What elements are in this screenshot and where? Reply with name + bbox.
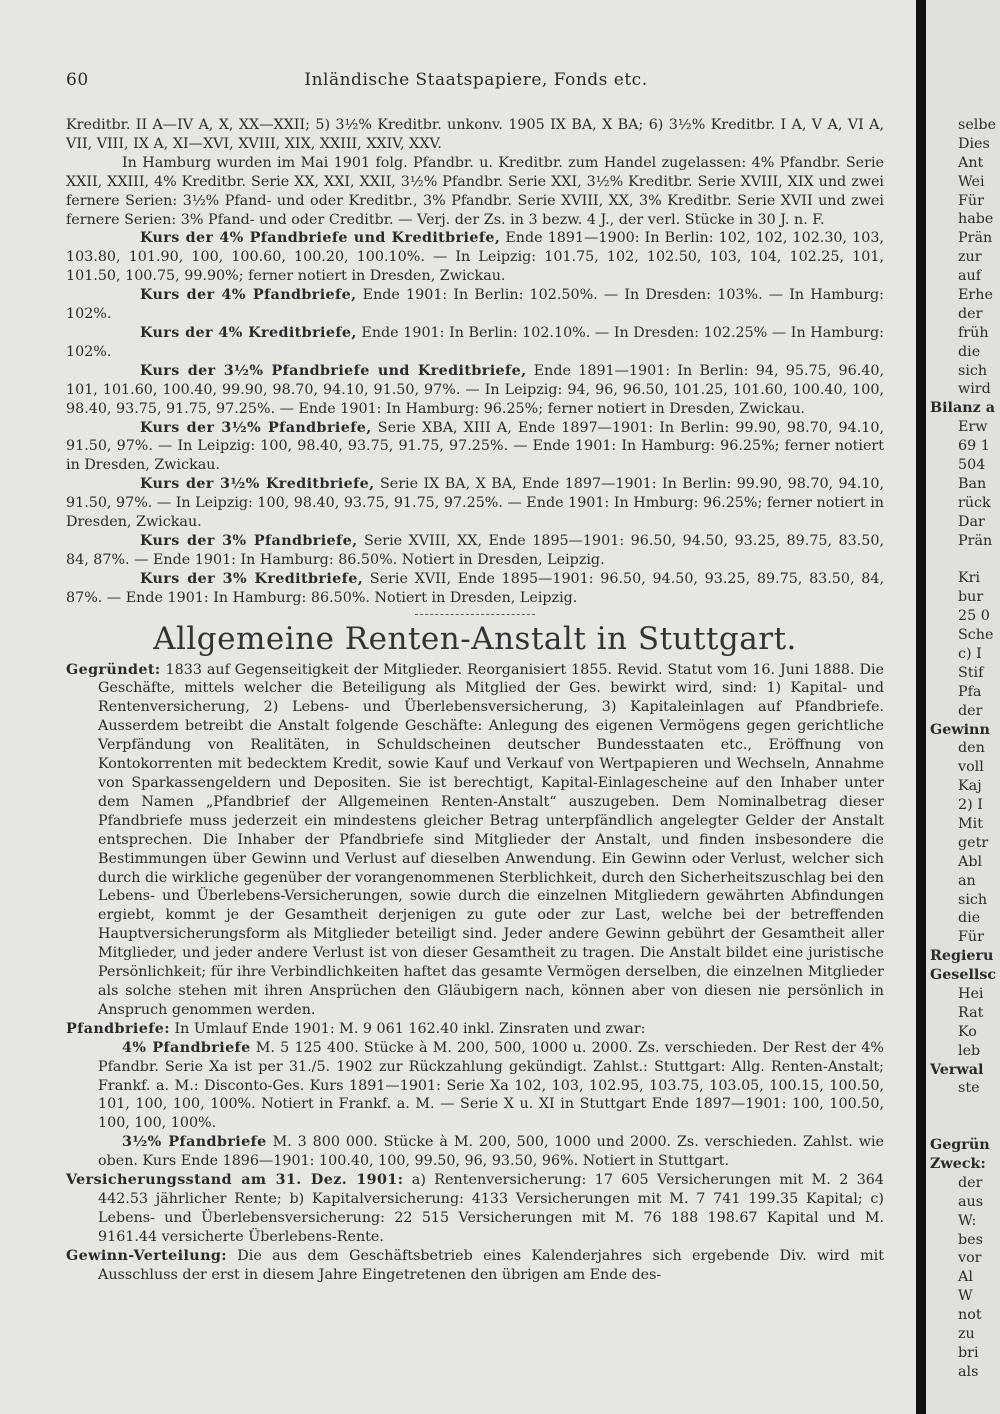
kurs-text: Ende 1901: In Berlin: 102.10%. — In Dresden: 102.25% — In Hamburg: 102%. [66,324,884,360]
right-page-line: Regieru [930,948,994,965]
right-page-line: Hei [958,985,984,1002]
kurs-entry [66,532,884,570]
kurs-label: Kurs der 3½% Pfandbriefe, [140,419,372,436]
right-page-line: wird [958,381,991,398]
right-page-line: not [958,1307,982,1324]
kurs-text: Serie IX BA, X BA, Ende 1897—1901: In Berlin: 99.90, 98.70, 94.10, 91.50, 97%. — In Leipzig: 100, 98.40, 93.75, 91.75, 97.25%. — Ende 1901: In Hmburg: 96.25%; ferner notiert in Dresden, Zwickau. [66,476,884,531]
entry-label: Gewinn-Verteilung: [66,1247,227,1264]
right-page-line: zur [958,249,982,266]
entry-text: M. 5 125 400. Stücke à M. 200, 500, 1000 u. 2000. Zs. verschieden. Der Rest der 4% Pfandbr. Serie Xa ist per 31./5. 1902 zur Rückzahlung gekündigt. Zahlst.: Stuttgart: Allg. Renten-Anstalt; Frankf. a. M.: Disconto-Ges. Kurs 1891—1901: Serie Xa 102, 103, 102.95, 103.75, 103.05, 100.15, 100.50, 101, 100, 100, 100%. Notiert in Frankf. a. M. — Serie X u. XI in Stuttgart Ende 1897—1901: 100, 100.50, 100, 100, 100%. [98,1039,884,1132]
section-divider [415,614,535,615]
entry-label: Gegründet: [66,661,161,678]
right-page-line: bes [958,1231,983,1248]
right-page-line: an [958,872,976,889]
right-page-line: selbe [958,117,996,133]
right-page-line: Kri [958,570,981,587]
entry-text: M. 3 800 000. Stücke à M. 200, 500, 1000 und 2000. Zs. verschieden. Zahlst. wie oben. Kurs Ende 1896—1901: 100.40, 100, 99.50, 96, 93.50, 96%. Notiert in Stuttgart. [98,1134,884,1170]
entry-pfandbriefe-3-5 [66,1133,884,1171]
right-page-line: vor [958,1250,982,1267]
right-page-line: Ant [958,154,984,171]
right-page-line: auf [958,268,982,285]
kurs-label: Kurs der 4% Pfandbriefe, [140,287,357,304]
kurs-entry [66,229,884,286]
right-page-line: voll [958,759,984,776]
right-page-line: Erw [958,419,988,436]
right-page-line: Erhe [958,287,993,304]
right-page-line: Al [958,1269,973,1286]
right-page-line: Mit [958,815,983,832]
right-page-line: Sche [958,627,994,644]
right-page-line: bri [958,1344,979,1361]
kurs-entry [66,324,884,362]
kurs-label: Kurs der 3% Kreditbriefe, [140,570,364,587]
entry-label: Versicherungsstand am 31. Dez. 1901: [66,1172,404,1189]
kurs-entry [66,362,884,419]
right-page-line: Wei [958,173,985,190]
right-page-line: Bilanz a [930,400,995,417]
kurs-text: Serie XVII, Ende 1895—1901: 96.50, 94.50, 93.25, 89.75, 83.50, 84, 87%. — Ende 1901: In Hamburg: 86.50%. Notiert in Dresden, Leipzig. [66,570,885,606]
right-page-line [958,550,1000,569]
right-page-line: bur [958,589,984,606]
right-page-line: Prän [958,230,993,247]
kurs-label: Kurs der 3% Pfandbriefe, [140,532,358,549]
kurs-label: Kurs der 3½% Pfandbriefe und Kreditbriefe, [140,362,527,379]
entry-pfandbriefe-4 [66,1039,884,1134]
right-page-line: Dar [958,513,985,530]
right-page-line: Gewinn [930,721,990,738]
right-page-edge [926,0,1000,1414]
right-page-line: c) I [958,645,982,662]
kurs-label: Kurs der 3½% Kreditbriefe, [140,476,375,493]
running-title: Inländische Staatspapiere, Fonds etc. [304,70,648,90]
right-page-line: habe [958,211,994,228]
book-gutter [916,0,926,1414]
kurs-text: Serie XBA, XIII A, Ende 1897—1901: In Berlin: 99.90, 98.70, 94.10, 91.50, 97%. — In Leipzig: 100, 98.40, 93.75, 91.75, 97.25%. — Ende 1901: In Hamburg: 96.25%; ferner notiert in Dresden, Zwickau. [66,419,884,474]
kurs-entry [66,570,884,608]
kurs-entry [66,475,884,532]
kurs-entry [66,286,884,324]
right-page-line: 504 [958,457,986,474]
entry-pfandbriefe [66,1020,884,1039]
right-page-fragments [930,116,1000,1382]
page-header [66,70,886,94]
entry-gewinn-verteilung [66,1247,884,1285]
right-page-line: getr [958,834,989,851]
right-page-line: Für [958,192,984,209]
right-page-line: der [958,305,983,322]
kurs-label: Kurs der 4% Pfandbriefe und Kreditbriefe, [140,230,501,247]
kurs-text: Ende 1901: In Berlin: 102.50%. — In Dresden: 103%. — In Hamburg: 102%. [66,287,884,323]
right-page-line: der [958,702,983,719]
right-page-line: Pfa [958,683,982,700]
paragraph-hamburg-admission: In Hamburg wurden im Mai 1901 folg. Pfandbr. u. Kreditbr. zum Handel zugelassen: 4% Pfandbr. Serie XXII, XXIII, 4% Kreditbr. Serie XX, XXI, XXII, 3½% Pfandbr. Serie XXI, 3½% Kreditbr. Serie XVIII, XIX und zwei fernere Serien: 3½% Pfand- und oder Kreditbr., 3% Pfandbr. Serie XVIII, XX, 3% Kreditbr. Serie XVII und zwei fernere Serien: 3% Pfand- und oder Creditbr. — Verj. der Zs. in 3 bezw. 4 J., der verl. Stücke in 30 J. n. F. [66,154,884,228]
entry-text: In Umlauf Ende 1901: M. 9 061 162.40 inkl. Zinsraten und zwar: [169,1020,646,1037]
right-page-line: Gegrün [930,1137,990,1154]
right-page-line [958,1098,1000,1117]
right-page-line: 2) I [958,797,983,814]
right-page-line: aus [958,1193,984,1210]
right-page-line: als [958,1363,979,1380]
page-body [66,116,884,1284]
right-page-line: Ko [958,1023,977,1040]
right-page-line: leb [958,1042,981,1059]
right-page-line: ste [958,1080,980,1097]
entry-label: Pfandbriefe: [66,1020,170,1037]
right-page-line: rück [958,494,991,511]
right-page-line: 69 1 [958,438,990,455]
entry-label: 4% Pfandbriefe [122,1039,251,1056]
section-heading: Allgemeine Renten-Anstalt in Stuttgart. [153,620,797,657]
right-page-line: Prän [958,532,993,549]
kurs-label: Kurs der 4% Kreditbriefe, [140,324,357,341]
right-page-line: 25 0 [958,608,990,625]
page-number: 60 [66,70,89,90]
right-page-line: Abl [958,853,983,870]
entry-gegruendet [66,661,884,1020]
right-page-line: Dies [958,135,990,152]
right-page-line: Kaj [958,778,982,795]
kurs-text: Ende 1891—1901: In Berlin: 94, 95.75, 96.40, 101, 101.60, 100.40, 99.90, 98.70, 94.10, 91.50, 97%. — In Leipzig: 94, 96, 96.50, 101.25, 101.60, 100.40, 100, 98.40, 93.75, 91.75, 97.25%. — Ende 1901: In Hamburg: 96.25%; ferner notiert in Dresden, Zwickau. [66,362,884,417]
right-page-line: der [958,1174,983,1191]
right-page-line: die [958,910,981,927]
right-page-line: sich [958,362,988,379]
entry-text: 1833 auf Gegenseitigkeit der Mitglieder. Reorganisiert 1855. Revid. Statut vom 16. Juni 1888. Die Geschäfte, mittels welcher die Beteiligung als Mitglied der Ges. bewirkt wird, sind: 1) Kapital- und Rentenversicherung, 2) Lebens- und Überlebensversicherung, 3) Kapitaleinlagen auf Pfandbriefe. Ausserdem betreibt die Anstalt folgende Geschäfte: Anlegung des eigenen Vermögens gegen gerichtliche Verpfändung von Realitäten, in Schuldscheinen deutscher Bundesstaaten etc., Eröffnung von Kontokorrenten mit bedecktem Kredit, sowie Kauf und Verkauf von Wertpapieren und Wechseln, Annahme von Sparkassengeldern und Depositen. Sie ist berechtigt, Kapital-Einlagescheine auf den Inhaber unter dem Namen „Pfandbrief der Allgemeinen Renten-Anstalt“ auszugeben. Dem Nominalbetrag dieser Pfandbriefe muss jederzeit ein mindestens gleicher Betrag unterpfändlich angelegter Gelder der Anstalt entsprechen. Die Inhaber der Pfandbriefe sind Mitglieder der Anstalt, und finden insbesondere die Bestimmungen über Gewinn und Verlust auf dieselben Anwendung. Ein Gewinn oder Verlust, welcher sich durch die wirkliche gegenüber der vorangenommenen Sterblichkeit, durch den Sicherheitszuschlag bei den Lebens- und Überlebens-Versicherungen, sowie durch die einzelnen Mitgliedern gewährten Abfindungen ergiebt, kommt je der Gesamtheit derjenigen zu gute oder zur Last, welche bei der betreffenden Hauptversicherungsform als Mitglieder beteiligt sind. Jeder andere Gewinn gebührt der Gesamtheit aller Mitglieder, und jeder andere Verlust ist von dieser Gesamtheit zu tragen. Die Anstalt bildet eine juristische Persönlichkeit; für ihre Verbindlichkeiten haftet das gesamte Vermögen derselben, die einzelnen Mitglieder als solche stehen mit ihren Ansprüchen den Gläubigern nach, können aber von diesen nie persönlich in Anspruch genommen werden. [98,661,884,1018]
right-page-line: Zweck: [930,1155,986,1172]
right-page-line: Rat [958,1004,984,1021]
right-page-line: Gesellsc [930,967,997,984]
right-page-line: den [958,740,985,757]
paragraph-kreditbr-series: Kreditbr. II A—IV A, X, XX—XXII; 5) 3½% Kreditbr. unkonv. 1905 IX BA, X BA; 6) 3½% Kreditbr. I A, V A, VI A, VII, VIII, IX A, XI—XVI, XVIII, XIX, XXIII, XXIV, XXV. [66,117,884,152]
right-page-line: Stif [958,664,984,681]
entry-text: a) Rentenversicherung: 17 605 Versicherungen mit M. 2 364 442.53 jährlicher Rente; b) Kapitalversicherung: 4133 Versicherungen mit M. 7 741 199.35 Kapital; c) Lebens- und Überlebensversicherung: 22 515 Versicherungen mit M. 76 188 198.67 Kapital und M. 9161.44 versicherte Überlebens-Rente. [98,1172,884,1245]
right-page-line: sich [958,891,988,908]
right-page-line: die [958,343,981,360]
right-page-line: W [958,1288,973,1305]
kurs-text: Ende 1891—1900: In Berlin: 102, 102, 102.30, 103, 103.80, 101.90, 100, 100.60, 100.20, 100.10%. — In Leipzig: 101.75, 102, 102.50, 103, 104, 102.25, 101, 101.50, 100.75, 99.90%; ferner notiert in Dresden, Zwickau. [66,230,884,285]
right-page-line: zu [958,1326,975,1342]
right-page-line: früh [958,324,989,341]
right-page-line: Für [958,929,984,946]
right-page-line: W: [958,1212,977,1229]
entry-text: Die aus dem Geschäftsbetrieb eines Kalenderjahres sich ergebende Div. wird mit Ausschluss der erst in diesem Jahre Eingetretenen den übrigen am Ende des- [98,1247,884,1283]
entry-versicherungsstand [66,1171,884,1247]
kurs-text: Serie XVIII, XX, Ende 1895—1901: 96.50, 94.50, 93.25, 89.75, 83.50, 84, 87%. — Ende 1901: In Hamburg: 86.50%. Notiert in Dresden, Leipzig. [66,532,884,568]
right-page-line: Ban [958,475,987,492]
right-page-line [958,1117,1000,1136]
right-page-line: Verwal [930,1061,984,1078]
kurs-entry [66,419,884,476]
entry-label: 3½% Pfandbriefe [122,1134,267,1151]
